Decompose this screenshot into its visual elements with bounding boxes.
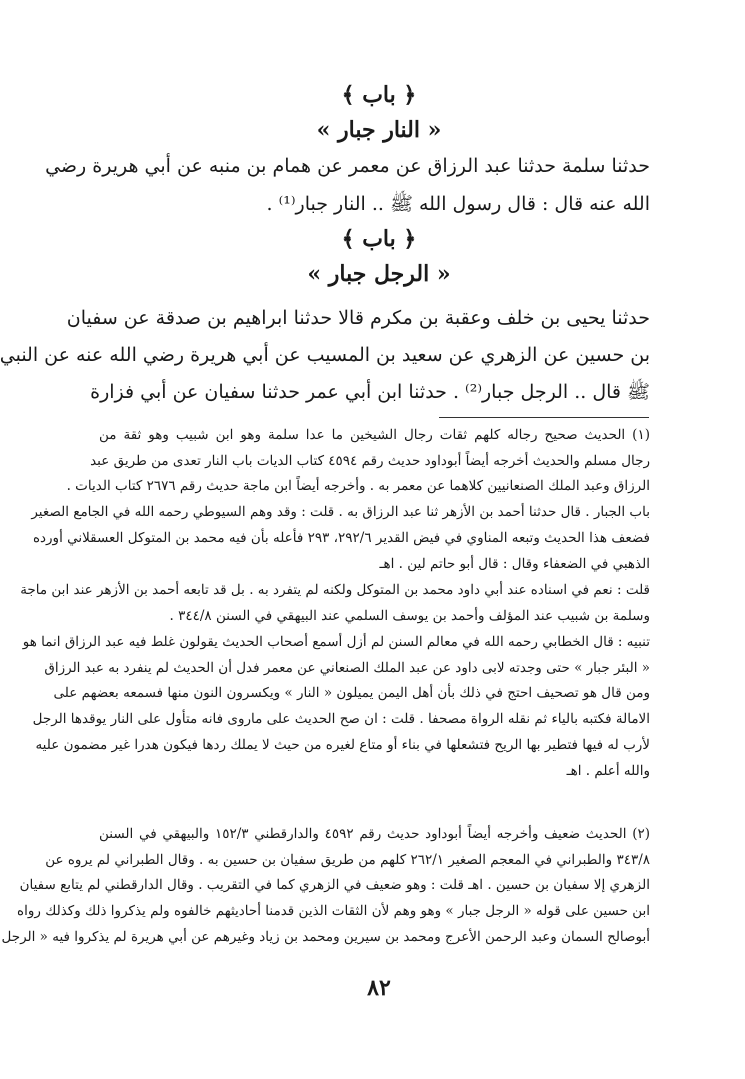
footnote-separator (439, 417, 649, 418)
footnote-2-line: ٣٤٣/٨ والطبراني في المعجم الصغير ٢٦٢/١ كلهم من طريق سفيان بن حسين به . وقال الطبراني لم يروه عن (45, 852, 650, 868)
footnote-1-line: الذهبي في الضعفاء وقال : قال أبو حاتم لين . اهـ (379, 556, 650, 572)
footnote-1-line: الامالة فكتبه بالياء ثم نقله الرواة مصحفا . قلت : ان صح الحديث على ماروى فانه متأول على النار يوقدها الرجل (32, 711, 650, 727)
footnote-2-line: أبوصالح السمان وعبد الرحمن الأعرج ومحمد بن سيرين ومحمد بن زياد وغيرهم عن أبي هريرة لم يذكروا فيه « الرجل (1, 929, 650, 945)
footnote-2-line: (٢) الحديث ضعيف وأخرجه أيضاً أبوداود حديث رقم ٤٥٩٢ والدارقطني ١٥٢/٣ والبيهقي في السنن (99, 826, 651, 842)
hadith-2-line-1: حدثنا يحيى بن خلف وعقبة بن مكرم قالا حدثنا ابراهيم بن صدقة عن سفيان (66, 307, 650, 329)
chapter-title-2: « الرجل جبار » (307, 261, 451, 287)
footnote-1-line: الرزاق وعبد الملك الصنعانيين كلاهما عن معمر به . وأخرجه أيضاً ابن ماجة حديث رقم ٢٦٧٦ كتاب الديات . (66, 478, 650, 494)
footnote-2-line: ابن حسين على قوله « الرجل جبار » وهو وهم لأن الثقات الذين قدمنا أحاديثهم خالفوه ولم يذكروا ذلك وكذلك رواه (17, 903, 650, 919)
footnote-1-line: تنبيه : قال الخطابي رحمه الله في معالم السنن لم أزل أسمع أصحاب الحديث يقولون غلط فيه عبد الرزاق انما هو (22, 634, 650, 650)
footnote-1-line: قلت : نعم في اسناده عند أبي داود محمد بن المتوكل ولكنه لم يتفرد به . بل قد تابعه أحمد بن الأزهر عند ابن ماجة (20, 582, 650, 598)
hadith-1-line-2: الله عنه قال : قال رسول الله ﷺ .. النار جبار⁽¹⁾ . (266, 193, 650, 215)
footnote-1-line: فضعف هذا الحديث وتبعه المناوي في فيض القدير ٢٩٢/٦، ٢٩٣ فأعله بأن فيه محمد بن المتوكل العسقلاني أورده (32, 530, 650, 546)
footnote-1-line: (١) الحديث صحيح رجاله كلهم ثقات رجال الشيخين ما عدا سلمة وهو ابن شبيب وهو ثقة من (99, 427, 650, 443)
hadith-1-line-1: حدثنا سلمة حدثنا عبد الرزاق عن معمر عن همام بن منبه عن أبي هريرة رضي (45, 155, 650, 177)
hadith-2-line-3: ﷺ قال .. الرجل جبار⁽²⁾ . حدثنا ابن أبي عمر حدثنا سفيان عن أبي فزارة (90, 381, 650, 403)
footnote-1-line: باب الجبار . قال حدثنا أحمد بن الأزهر ثنا عبد الرزاق به . قلت : وقد وهم السيوطي رحمه الله في الجامع الصغير (31, 504, 650, 520)
page-number: ٨٢ (367, 975, 391, 1001)
chapter-heading-1: ﴿ باب ﴾ (341, 82, 417, 108)
footnote-1-line: ومن قال هو تصحيف احتج في ذلك بأن أهل اليمن يميلون « النار » ويكسرون النون منها فسمعه بعضهم على (53, 685, 650, 701)
chapter-heading-2: ﴿ باب ﴾ (341, 226, 417, 252)
hadith-2-line-2: بن حسين عن الزهري عن سعيد بن المسيب عن أبي هريرة رضي الله عنه عن النبي (0, 344, 650, 366)
footnote-2-line: الزهري إلا سفيان بن حسين . اهـ قلت : وهو ضعيف في الزهري كما في التقريب . وقال الدارقطني لم يتابع سفيان (19, 877, 650, 893)
footnote-1-line: والله أعلم . اهـ (566, 763, 650, 779)
footnote-1-line: « البئر جبار » حتى وجدته لابى داود عن عبد الملك الصنعاني عن معمر فدل أن الحديث لم ينفرد به عبد الرزاق (44, 660, 650, 676)
chapter-title-1: « النار جبار » (316, 117, 442, 143)
footnote-1-line: وسلمة بن شبيب عند المؤلف وأحمد بن يوسف السلمي عند البيهقي في السنن ٣٤٤/٨ . (169, 608, 650, 624)
footnote-1-line: رجال مسلم والحديث أخرجه أيضاً أبوداود حديث رقم ٤٥٩٤ كتاب الديات باب النار تعدى من طريق عبد (90, 453, 650, 469)
footnote-1-line: لأرب له فيها فتطير بها الريح فتشعلها في بناء أو متاع لغيره من حيث لا يملك ردها فيكون هدرا غير مضمون عليه (35, 737, 650, 753)
